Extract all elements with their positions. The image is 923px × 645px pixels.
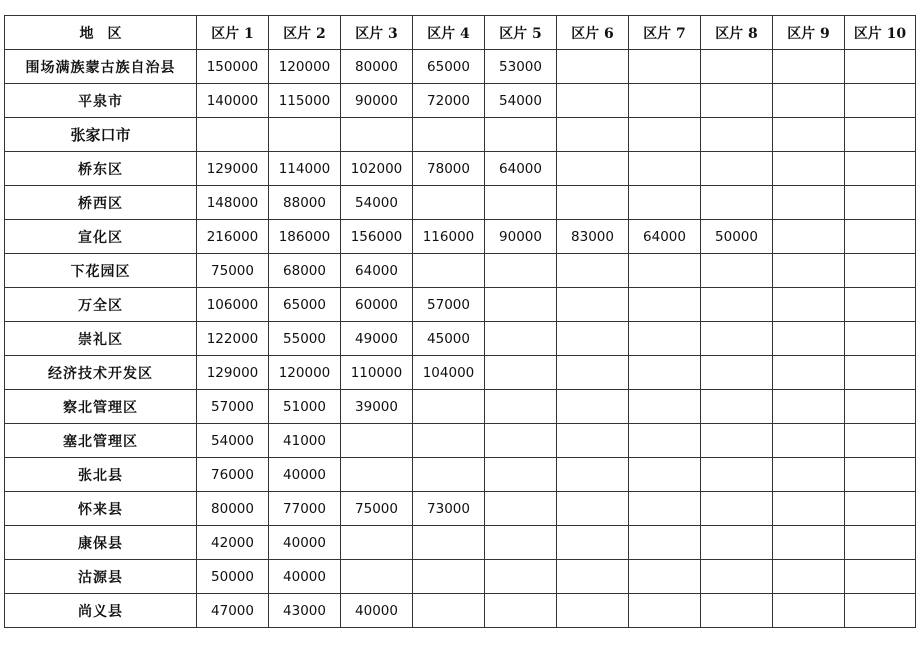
zone-5-price-cell <box>485 118 557 152</box>
zone-1-price-cell: 148000 <box>197 186 269 220</box>
table-row <box>5 322 916 356</box>
zone-9-price-cell <box>773 594 845 628</box>
region-section-cell: 张家口市 <box>5 118 197 152</box>
zone-4-price-cell <box>413 118 485 152</box>
header-zone-8: 区片 8 <box>701 16 773 50</box>
region-cell: 尚义县 <box>5 594 197 628</box>
zone-1-price-cell: 76000 <box>197 458 269 492</box>
zone-8-price-cell <box>701 186 773 220</box>
zone-2-price-cell: 114000 <box>269 152 341 186</box>
zone-10-price-cell <box>845 322 916 356</box>
table-row <box>5 186 916 220</box>
zone-8-price-cell <box>701 288 773 322</box>
zone-6-price-cell <box>557 152 629 186</box>
zone-4-price-cell <box>413 186 485 220</box>
header-zone-7: 区片 7 <box>629 16 701 50</box>
table-header-row <box>5 16 916 50</box>
zone-7-price-cell <box>629 254 701 288</box>
zone-3-price-cell: 90000 <box>341 84 413 118</box>
zone-7-price-cell <box>629 322 701 356</box>
zone-1-price-cell: 140000 <box>197 84 269 118</box>
zone-3-price-cell: 49000 <box>341 322 413 356</box>
zone-5-price-cell <box>485 322 557 356</box>
zone-6-price-cell <box>557 84 629 118</box>
table-row <box>5 288 916 322</box>
zone-5-price-cell: 90000 <box>485 220 557 254</box>
table-row <box>5 356 916 390</box>
region-cell: 万全区 <box>5 288 197 322</box>
zone-9-price-cell <box>773 118 845 152</box>
zone-5-price-cell <box>485 526 557 560</box>
zone-4-price-cell: 45000 <box>413 322 485 356</box>
zone-2-price-cell: 40000 <box>269 526 341 560</box>
zone-1-price-cell: 57000 <box>197 390 269 424</box>
region-cell: 沽源县 <box>5 560 197 594</box>
zone-7-price-cell <box>629 186 701 220</box>
zone-7-price-cell <box>629 526 701 560</box>
table-row <box>5 390 916 424</box>
zone-2-price-cell: 186000 <box>269 220 341 254</box>
zone-6-price-cell <box>557 594 629 628</box>
zone-4-price-cell: 78000 <box>413 152 485 186</box>
zone-8-price-cell <box>701 526 773 560</box>
zone-7-price-cell <box>629 492 701 526</box>
zone-3-price-cell <box>341 424 413 458</box>
table-row <box>5 118 916 152</box>
zone-6-price-cell <box>557 288 629 322</box>
zone-7-price-cell <box>629 288 701 322</box>
zone-1-price-cell: 106000 <box>197 288 269 322</box>
zone-5-price-cell: 53000 <box>485 50 557 84</box>
zone-1-price-cell: 150000 <box>197 50 269 84</box>
table-row <box>5 526 916 560</box>
header-zone-10: 区片 10 <box>845 16 916 50</box>
zone-7-price-cell <box>629 458 701 492</box>
region-cell: 宣化区 <box>5 220 197 254</box>
zone-6-price-cell <box>557 458 629 492</box>
zone-2-price-cell: 40000 <box>269 458 341 492</box>
zone-1-price-cell: 122000 <box>197 322 269 356</box>
zone-9-price-cell <box>773 390 845 424</box>
zone-10-price-cell <box>845 390 916 424</box>
zone-9-price-cell <box>773 288 845 322</box>
zone-4-price-cell: 73000 <box>413 492 485 526</box>
zone-5-price-cell <box>485 254 557 288</box>
zone-3-price-cell: 110000 <box>341 356 413 390</box>
zone-5-price-cell: 64000 <box>485 152 557 186</box>
zone-5-price-cell <box>485 492 557 526</box>
zone-8-price-cell <box>701 356 773 390</box>
table-row <box>5 424 916 458</box>
zone-10-price-cell <box>845 50 916 84</box>
zone-3-price-cell: 60000 <box>341 288 413 322</box>
zone-5-price-cell <box>485 424 557 458</box>
zone-1-price-cell: 216000 <box>197 220 269 254</box>
zone-6-price-cell <box>557 424 629 458</box>
zone-7-price-cell <box>629 560 701 594</box>
zone-5-price-cell <box>485 458 557 492</box>
zone-8-price-cell <box>701 118 773 152</box>
table-body <box>5 50 916 628</box>
zone-7-price-cell <box>629 356 701 390</box>
zone-5-price-cell <box>485 186 557 220</box>
zone-4-price-cell <box>413 254 485 288</box>
zone-8-price-cell <box>701 492 773 526</box>
zone-3-price-cell: 54000 <box>341 186 413 220</box>
zone-10-price-cell <box>845 118 916 152</box>
zone-3-price-cell <box>341 560 413 594</box>
table-row <box>5 594 916 628</box>
zone-5-price-cell <box>485 594 557 628</box>
land-price-table <box>4 15 916 628</box>
zone-5-price-cell <box>485 288 557 322</box>
region-cell: 塞北管理区 <box>5 424 197 458</box>
zone-5-price-cell <box>485 390 557 424</box>
zone-9-price-cell <box>773 186 845 220</box>
zone-6-price-cell <box>557 322 629 356</box>
region-cell: 经济技术开发区 <box>5 356 197 390</box>
zone-10-price-cell <box>845 254 916 288</box>
table-row <box>5 152 916 186</box>
zone-10-price-cell <box>845 424 916 458</box>
zone-6-price-cell <box>557 492 629 526</box>
zone-9-price-cell <box>773 458 845 492</box>
region-cell: 平泉市 <box>5 84 197 118</box>
zone-5-price-cell <box>485 356 557 390</box>
zone-9-price-cell <box>773 526 845 560</box>
zone-6-price-cell <box>557 50 629 84</box>
zone-10-price-cell <box>845 526 916 560</box>
zone-6-price-cell <box>557 390 629 424</box>
zone-8-price-cell <box>701 84 773 118</box>
zone-7-price-cell <box>629 390 701 424</box>
region-cell: 崇礼区 <box>5 322 197 356</box>
zone-10-price-cell <box>845 594 916 628</box>
zone-3-price-cell <box>341 118 413 152</box>
zone-2-price-cell: 40000 <box>269 560 341 594</box>
zone-9-price-cell <box>773 356 845 390</box>
zone-4-price-cell <box>413 594 485 628</box>
zone-10-price-cell <box>845 84 916 118</box>
zone-6-price-cell <box>557 254 629 288</box>
zone-7-price-cell <box>629 424 701 458</box>
zone-3-price-cell: 156000 <box>341 220 413 254</box>
region-cell: 康保县 <box>5 526 197 560</box>
zone-10-price-cell <box>845 458 916 492</box>
zone-2-price-cell: 88000 <box>269 186 341 220</box>
zone-10-price-cell <box>845 186 916 220</box>
zone-3-price-cell: 39000 <box>341 390 413 424</box>
zone-2-price-cell: 120000 <box>269 356 341 390</box>
header-zone-6: 区片 6 <box>557 16 629 50</box>
zone-7-price-cell <box>629 84 701 118</box>
zone-6-price-cell <box>557 118 629 152</box>
zone-5-price-cell <box>485 560 557 594</box>
zone-4-price-cell: 57000 <box>413 288 485 322</box>
zone-1-price-cell <box>197 118 269 152</box>
zone-1-price-cell: 42000 <box>197 526 269 560</box>
zone-9-price-cell <box>773 254 845 288</box>
zone-7-price-cell <box>629 152 701 186</box>
table-row <box>5 220 916 254</box>
zone-3-price-cell: 102000 <box>341 152 413 186</box>
zone-8-price-cell <box>701 254 773 288</box>
zone-10-price-cell <box>845 356 916 390</box>
header-zone-3: 区片 3 <box>341 16 413 50</box>
zone-10-price-cell <box>845 560 916 594</box>
zone-4-price-cell <box>413 424 485 458</box>
zone-10-price-cell <box>845 152 916 186</box>
zone-4-price-cell <box>413 526 485 560</box>
zone-4-price-cell: 72000 <box>413 84 485 118</box>
zone-1-price-cell: 50000 <box>197 560 269 594</box>
zone-4-price-cell: 65000 <box>413 50 485 84</box>
zone-4-price-cell: 104000 <box>413 356 485 390</box>
zone-9-price-cell <box>773 152 845 186</box>
zone-3-price-cell: 64000 <box>341 254 413 288</box>
zone-3-price-cell <box>341 458 413 492</box>
region-cell: 下花园区 <box>5 254 197 288</box>
zone-9-price-cell <box>773 560 845 594</box>
zone-6-price-cell: 83000 <box>557 220 629 254</box>
zone-2-price-cell <box>269 118 341 152</box>
zone-1-price-cell: 129000 <box>197 356 269 390</box>
zone-9-price-cell <box>773 50 845 84</box>
zone-1-price-cell: 47000 <box>197 594 269 628</box>
zone-2-price-cell: 41000 <box>269 424 341 458</box>
zone-10-price-cell <box>845 288 916 322</box>
zone-8-price-cell <box>701 390 773 424</box>
zone-2-price-cell: 120000 <box>269 50 341 84</box>
region-cell: 察北管理区 <box>5 390 197 424</box>
zone-10-price-cell <box>845 492 916 526</box>
zone-2-price-cell: 68000 <box>269 254 341 288</box>
zone-9-price-cell <box>773 220 845 254</box>
zone-7-price-cell <box>629 118 701 152</box>
zone-10-price-cell <box>845 220 916 254</box>
zone-1-price-cell: 75000 <box>197 254 269 288</box>
zone-3-price-cell <box>341 526 413 560</box>
zone-2-price-cell: 55000 <box>269 322 341 356</box>
region-cell: 桥西区 <box>5 186 197 220</box>
zone-4-price-cell <box>413 458 485 492</box>
zone-1-price-cell: 80000 <box>197 492 269 526</box>
zone-7-price-cell <box>629 594 701 628</box>
header-zone-1: 区片 1 <box>197 16 269 50</box>
zone-9-price-cell <box>773 492 845 526</box>
zone-9-price-cell <box>773 424 845 458</box>
zone-4-price-cell: 116000 <box>413 220 485 254</box>
header-zone-5: 区片 5 <box>485 16 557 50</box>
zone-5-price-cell: 54000 <box>485 84 557 118</box>
zone-8-price-cell <box>701 594 773 628</box>
table-row <box>5 492 916 526</box>
zone-6-price-cell <box>557 526 629 560</box>
zone-4-price-cell <box>413 390 485 424</box>
zone-8-price-cell <box>701 322 773 356</box>
zone-4-price-cell <box>413 560 485 594</box>
zone-6-price-cell <box>557 356 629 390</box>
zone-2-price-cell: 43000 <box>269 594 341 628</box>
zone-6-price-cell <box>557 560 629 594</box>
zone-3-price-cell: 40000 <box>341 594 413 628</box>
zone-8-price-cell <box>701 424 773 458</box>
zone-8-price-cell <box>701 152 773 186</box>
zone-8-price-cell <box>701 50 773 84</box>
zone-1-price-cell: 129000 <box>197 152 269 186</box>
header-zone-2: 区片 2 <box>269 16 341 50</box>
table-row <box>5 254 916 288</box>
zone-8-price-cell <box>701 560 773 594</box>
zone-2-price-cell: 77000 <box>269 492 341 526</box>
header-zone-4: 区片 4 <box>413 16 485 50</box>
zone-8-price-cell: 50000 <box>701 220 773 254</box>
table-row <box>5 84 916 118</box>
table-row <box>5 560 916 594</box>
zone-7-price-cell: 64000 <box>629 220 701 254</box>
region-cell: 张北县 <box>5 458 197 492</box>
zone-3-price-cell: 80000 <box>341 50 413 84</box>
zone-2-price-cell: 115000 <box>269 84 341 118</box>
zone-9-price-cell <box>773 322 845 356</box>
header-zone-9: 区片 9 <box>773 16 845 50</box>
region-cell: 怀来县 <box>5 492 197 526</box>
header-region: 地 区 <box>5 16 197 50</box>
zone-1-price-cell: 54000 <box>197 424 269 458</box>
zone-6-price-cell <box>557 186 629 220</box>
zone-2-price-cell: 51000 <box>269 390 341 424</box>
region-cell: 围场满族蒙古族自治县 <box>5 50 197 84</box>
region-cell: 桥东区 <box>5 152 197 186</box>
zone-2-price-cell: 65000 <box>269 288 341 322</box>
table-row <box>5 50 916 84</box>
zone-7-price-cell <box>629 50 701 84</box>
zone-9-price-cell <box>773 84 845 118</box>
zone-3-price-cell: 75000 <box>341 492 413 526</box>
table-row <box>5 458 916 492</box>
zone-8-price-cell <box>701 458 773 492</box>
